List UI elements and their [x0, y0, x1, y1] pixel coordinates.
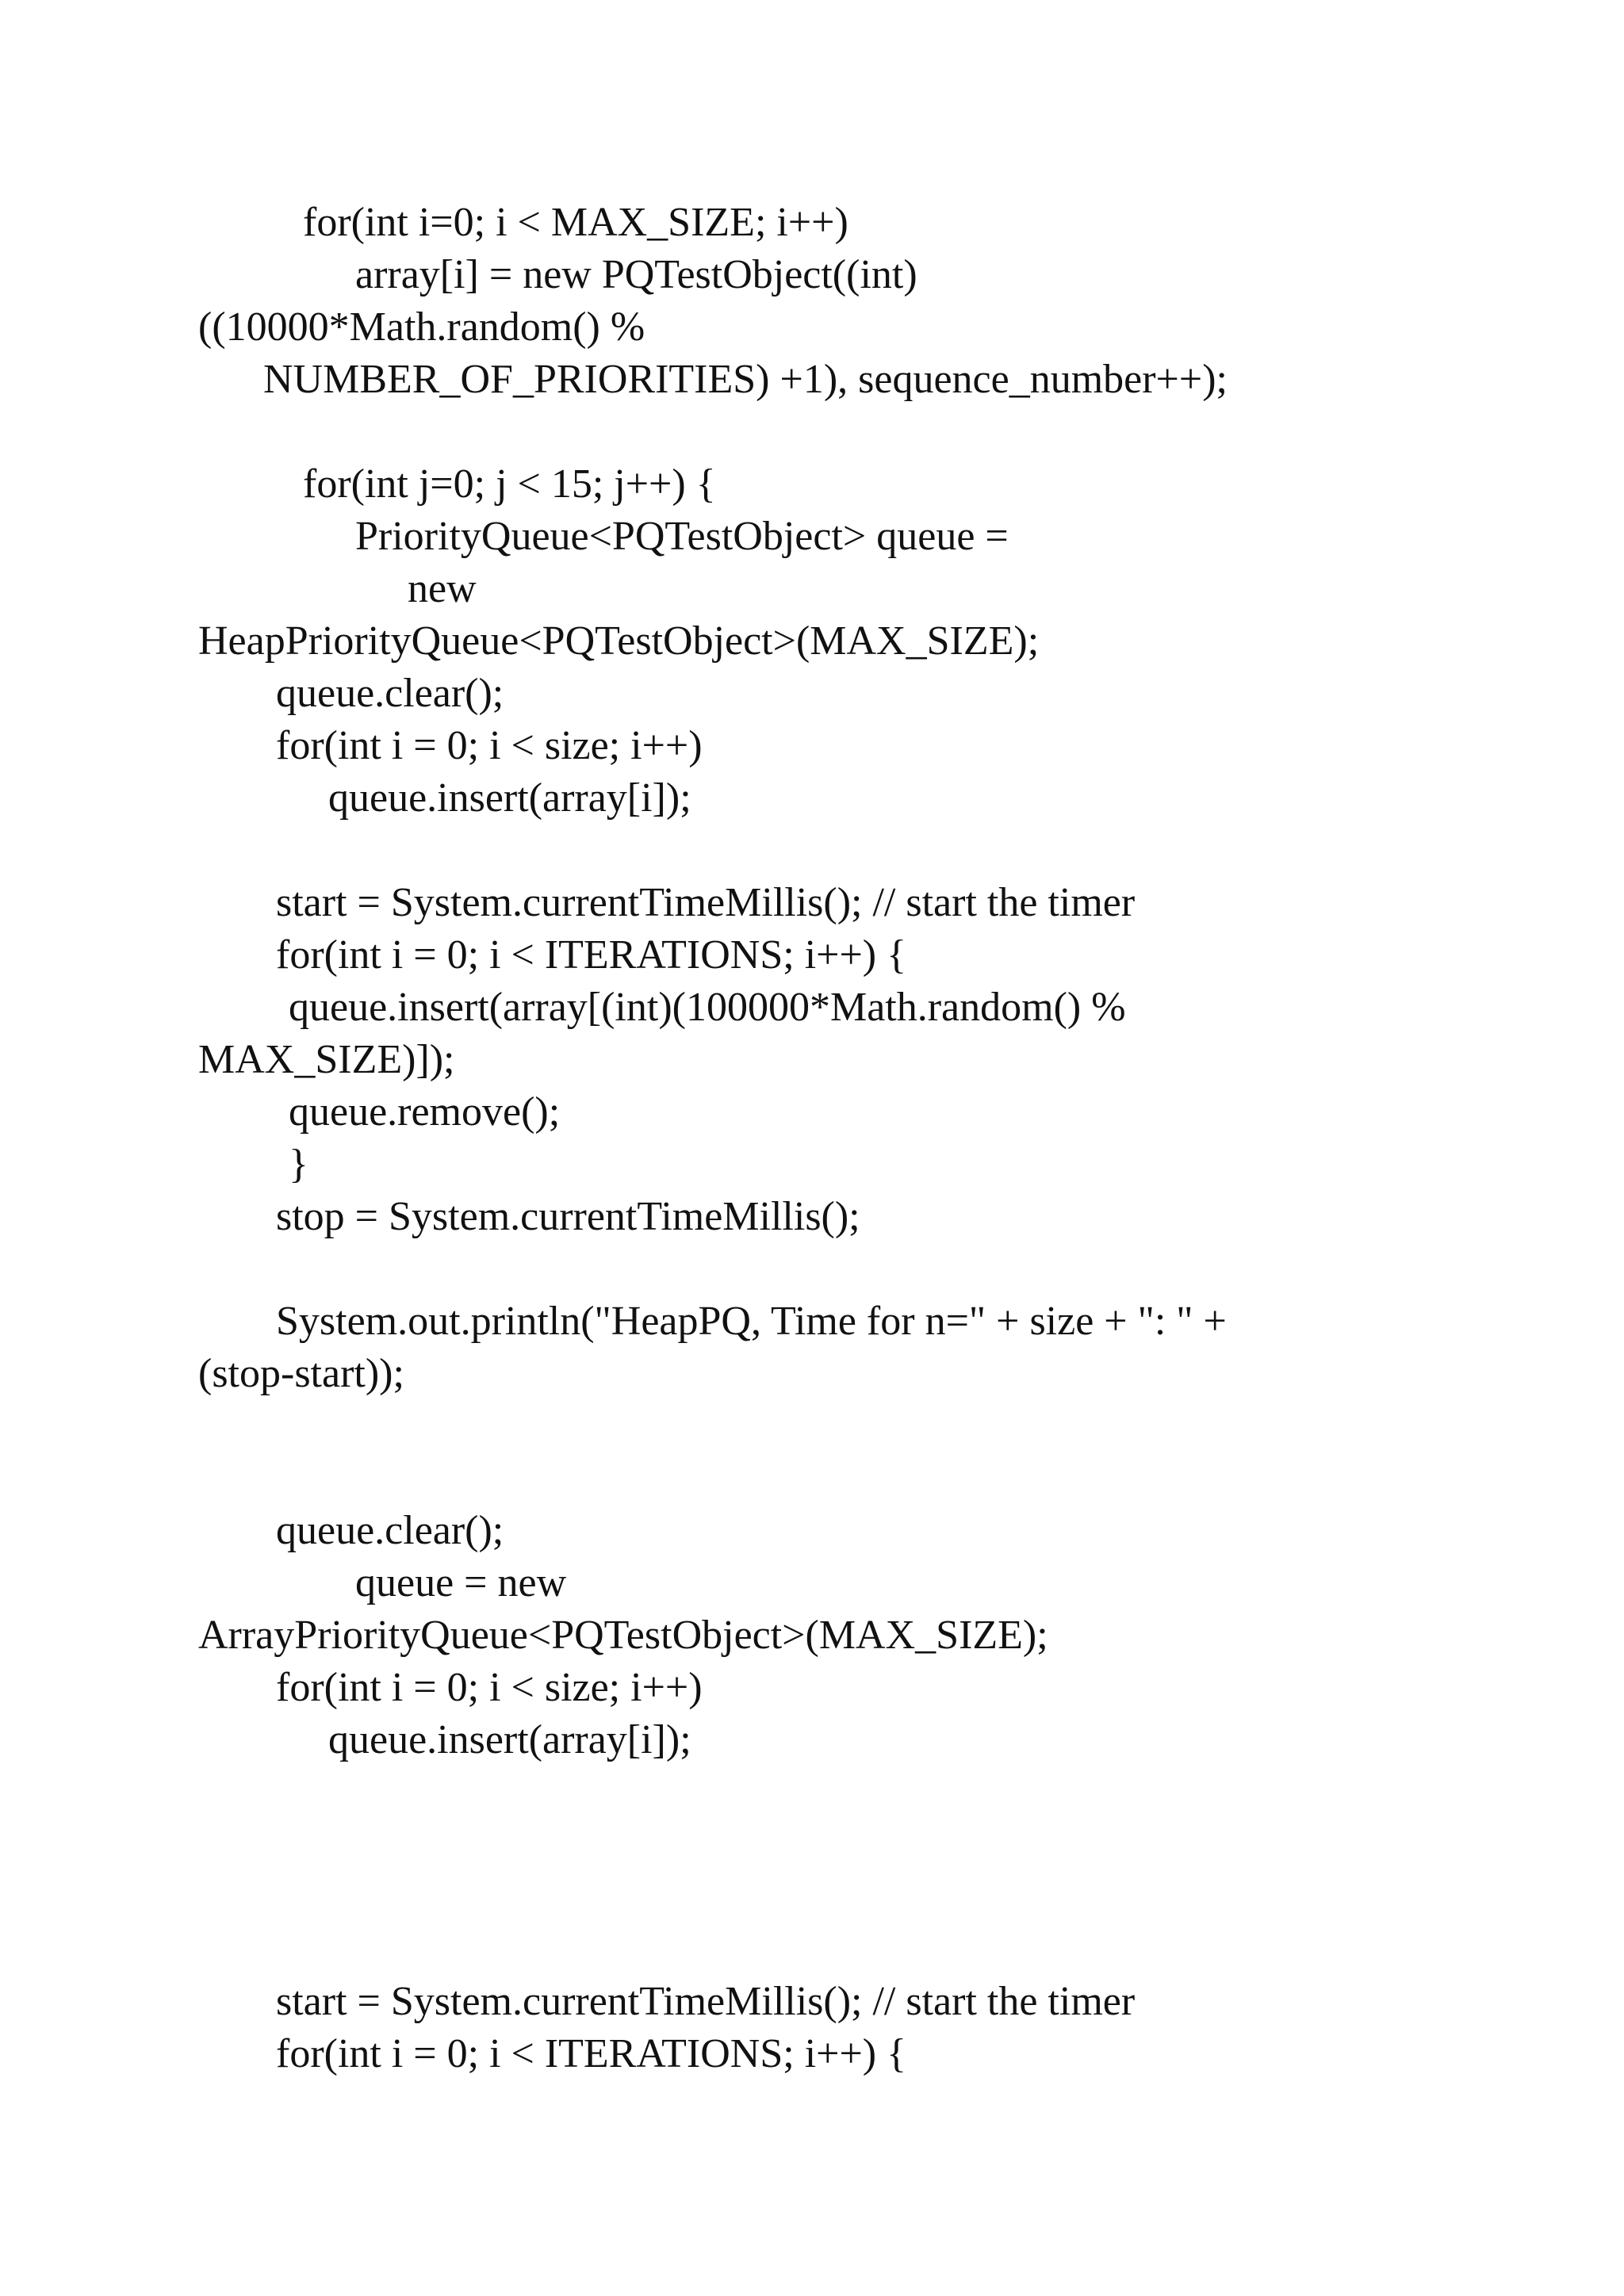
code-line: System.out.println("HeapPQ, Time for n=" + size + ": " +	[276, 1299, 1227, 1344]
code-line: MAX_SIZE)]);	[198, 1037, 455, 1082]
code-line: queue.clear();	[276, 1508, 504, 1553]
code-line: queue.remove();	[289, 1089, 561, 1135]
code-line: stop = System.currentTimeMillis();	[276, 1194, 860, 1239]
code-line: }	[289, 1142, 308, 1187]
code-line: start = System.currentTimeMillis(); // start the timer	[276, 880, 1136, 925]
code-line: queue.clear();	[276, 671, 504, 716]
code-line: queue.insert(array[i]);	[328, 775, 691, 821]
code-line: queue = new	[355, 1560, 567, 1605]
code-line: queue.insert(array[i]);	[328, 1717, 691, 1762]
code-line: ((10000*Math.random() %	[198, 304, 645, 350]
code-line: PriorityQueue<PQTestObject> queue =	[355, 514, 1009, 559]
code-line: (stop-start));	[198, 1351, 404, 1396]
code-line: for(int i = 0; i < size; i++)	[276, 723, 703, 768]
code-line: for(int i = 0; i < ITERATIONS; i++) {	[276, 2031, 907, 2076]
code-line: array[i] = new PQTestObject((int)	[355, 252, 917, 297]
code-line: new	[408, 566, 477, 611]
code-line: ArrayPriorityQueue<PQTestObject>(MAX_SIZE);	[198, 1613, 1048, 1658]
code-line: for(int i = 0; i < size; i++)	[276, 1665, 703, 1710]
code-line: for(int i=0; i < MAX_SIZE; i++)	[303, 200, 848, 245]
code-line: for(int j=0; j < 15; j++) {	[303, 461, 716, 507]
code-line: for(int i = 0; i < ITERATIONS; i++) {	[276, 932, 907, 978]
code-line: start = System.currentTimeMillis(); // start the timer	[276, 1979, 1136, 2024]
code-line: queue.insert(array[(int)(100000*Math.random() %	[289, 985, 1126, 1030]
code-line: HeapPriorityQueue<PQTestObject>(MAX_SIZE);	[198, 618, 1040, 664]
code-line: NUMBER_OF_PRIORITIES) +1), sequence_number++);	[263, 357, 1228, 402]
